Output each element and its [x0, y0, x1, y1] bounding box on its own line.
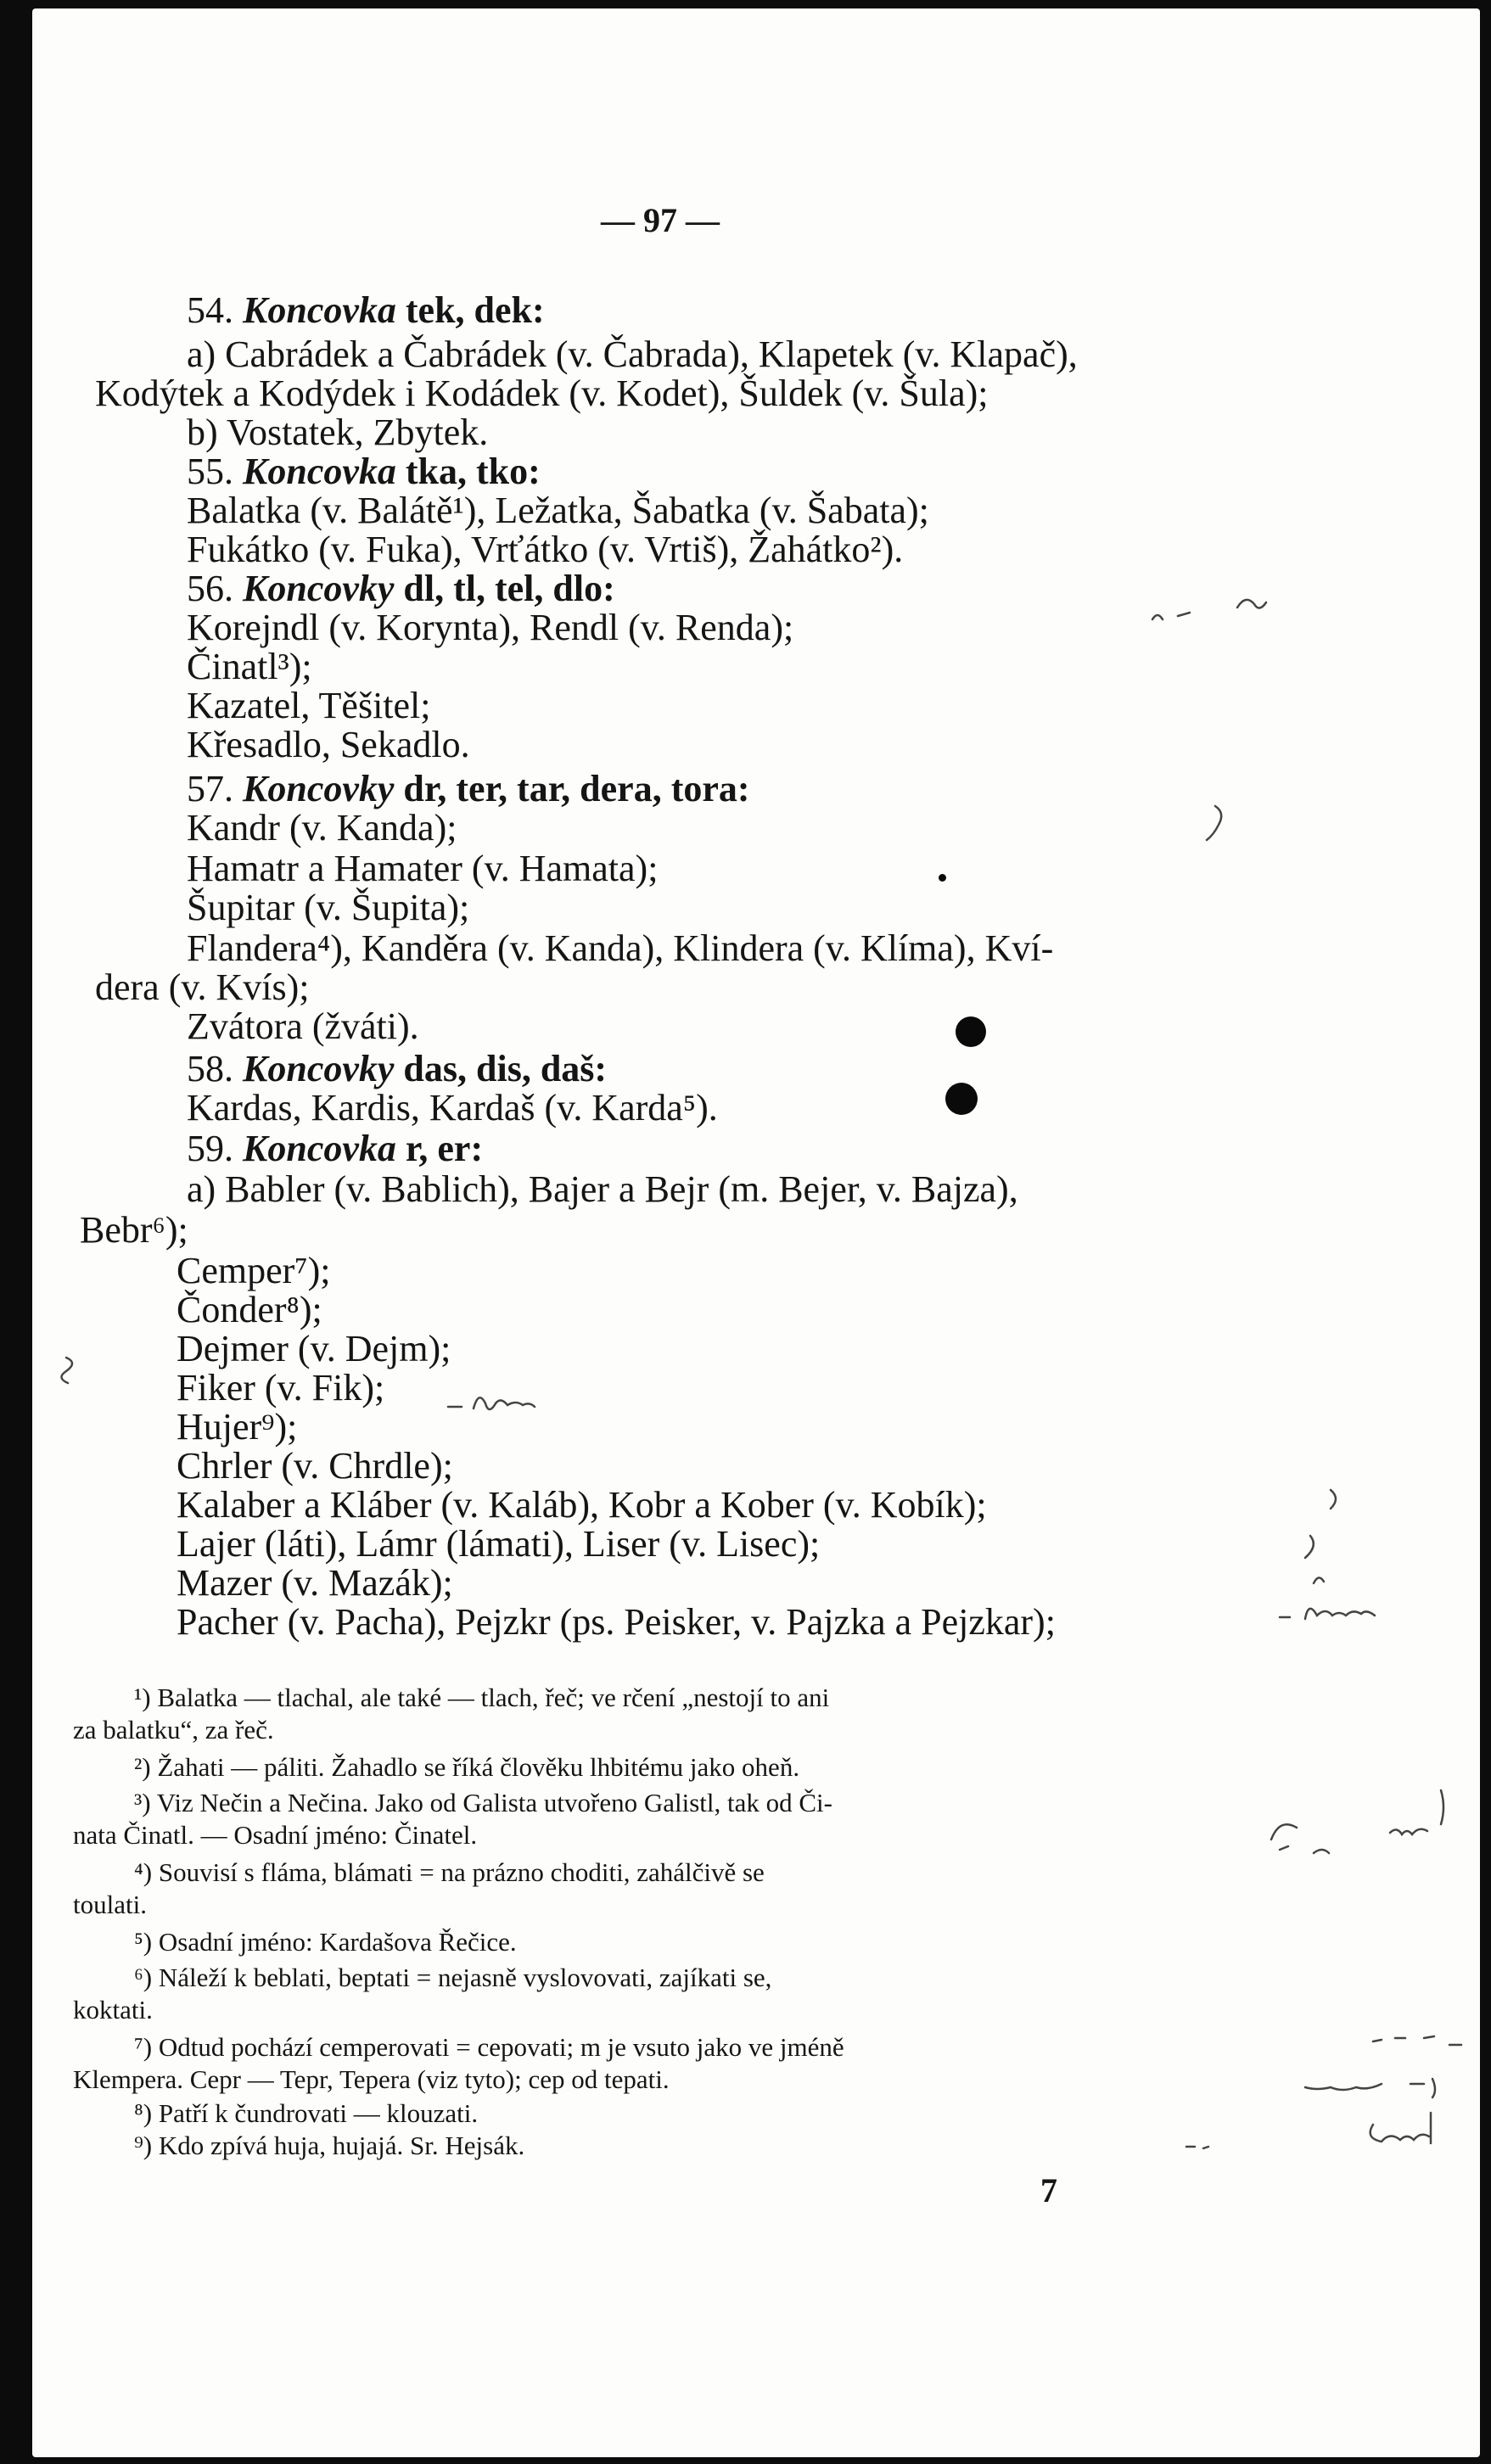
- text-line: Kodýtek a Kodýdek i Kodádek (v. Kodet), Šuldek (v. Šula);: [95, 372, 989, 414]
- text-line: Pacher (v. Pacha), Pejzkr (ps. Peisker, v. Pajzka a Pejzkar);: [177, 1601, 1056, 1643]
- text-line: Čonder⁸);: [177, 1289, 322, 1330]
- text-line: a) Cabrádek a Čabrádek (v. Čabrada), Klapetek (v. Klapač),: [187, 333, 1078, 375]
- text-line: Kazatel, Těšitel;: [187, 685, 431, 726]
- text-line: Šupitar (v. Šupita);: [187, 887, 470, 928]
- text-line: Kalaber a Kláber (v. Kaláb), Kobr a Kober (v. Kobík);: [177, 1484, 987, 1526]
- text-line: Korejndl (v. Korynta), Rendl (v. Renda);: [187, 607, 794, 648]
- text-line: Lajer (láti), Lámr (lámati), Liser (v. Lisec);: [177, 1523, 821, 1565]
- text-line: Hujer⁹);: [177, 1406, 298, 1448]
- footnote-line: koktati.: [73, 1995, 153, 2024]
- text-line: Chrler (v. Chrdle);: [177, 1445, 453, 1487]
- text-line: Balatka (v. Balátě¹), Ležatka, Šabatka (v. Šabata);: [187, 490, 929, 531]
- footnote-line: ⁴) Souvisí s flámа, blámati = na prázno choditi, zahálčivě se: [134, 1857, 765, 1887]
- section-heading-55: 55. Koncovka tka, tko:: [187, 451, 541, 492]
- text-line: b) Vostatek, Zbytek.: [187, 412, 489, 453]
- text-line: Kandr (v. Kanda);: [187, 807, 457, 848]
- footnote-line: nata Činatl. — Osadní jméno: Činatel.: [73, 1820, 478, 1850]
- footnote-line: ⁷) Odtud pochází cemperovati = cepovati; m je vsuto jako ve jméně: [134, 2032, 844, 2062]
- scanned-page: [32, 8, 1480, 2457]
- text-line: Mazer (v. Mazák);: [177, 1562, 453, 1604]
- footnote-line: Klempera. Cepr — Tepr, Tepera (viz tyto); cep od tepati.: [73, 2064, 670, 2094]
- footnote-line: ⁸) Patří k čundrovati — klouzati.: [134, 2098, 479, 2128]
- text-line: Fiker (v. Fik);: [177, 1367, 385, 1408]
- text-line: Křesadlo, Sekadlo.: [187, 724, 470, 765]
- text-line: Kardas, Kardis, Kardaš (v. Karda⁵).: [187, 1087, 718, 1128]
- text-line: Flandera⁴), Kanděra (v. Kanda), Klindera (v. Klíma), Kví-: [187, 927, 1054, 969]
- footnote-line: ⁵) Osadní jméno: Kardašova Řečice.: [134, 1927, 517, 1957]
- text-line: Činatl³);: [187, 646, 312, 687]
- text-line: Zvátora (žváti).: [187, 1005, 419, 1047]
- footnote-line: ¹) Balatka — tlachal, ale také — tlach, řeč; ve rčení „nestojí to ani: [134, 1683, 830, 1712]
- footnote-line: ⁹) Kdo zpívá huja, hujajá. Sr. Hejsák.: [134, 2131, 525, 2160]
- section-heading-56: 56. Koncovky dl, tl, tel, dlo:: [187, 568, 615, 609]
- text-line: a) Babler (v. Bablich), Bajer a Bejr (m. Bejer, v. Bajza),: [187, 1168, 1018, 1210]
- section-heading-54: 54. Koncovka tek, dek:: [187, 289, 545, 331]
- footnote-line: ³) Viz Nečin a Nečina. Jako od Galista utvořeno Galistl, tak od Či-: [134, 1788, 832, 1817]
- footnote-line: ²) Žahati — páliti. Žahadlo se říká člověku lhbitému jako oheň.: [134, 1752, 800, 1782]
- section-heading-57: 57. Koncovky dr, ter, tar, dera, tora:: [187, 768, 750, 809]
- text-line: dera (v. Kvís);: [95, 966, 310, 1008]
- pencil-marginalia: [32, 8, 1480, 2457]
- section-heading-59: 59. Koncovka r, er:: [187, 1128, 484, 1169]
- text-line: Dejmer (v. Dejm);: [177, 1328, 451, 1369]
- section-heading-58: 58. Koncovky das, dis, daš:: [187, 1048, 608, 1089]
- footnote-line: toulati.: [73, 1890, 147, 1919]
- page-number: 7: [1040, 2171, 1057, 2209]
- footnote-line: za balatku“, za řeč.: [73, 1715, 274, 1744]
- text-line: Cemper⁷);: [177, 1250, 331, 1291]
- text-line: Bebr⁶);: [80, 1209, 188, 1251]
- page-header: — 97 —: [601, 201, 720, 239]
- footnote-line: ⁶) Náleží k beblati, beptati = nejasně vyslovovati, zajíkati se,: [134, 1963, 772, 1992]
- text-line: Fukátko (v. Fuka), Vrťátko (v. Vrtiš), Žahátko²).: [187, 529, 904, 570]
- text-line: Hamatr a Hamater (v. Hamata);: [187, 848, 659, 889]
